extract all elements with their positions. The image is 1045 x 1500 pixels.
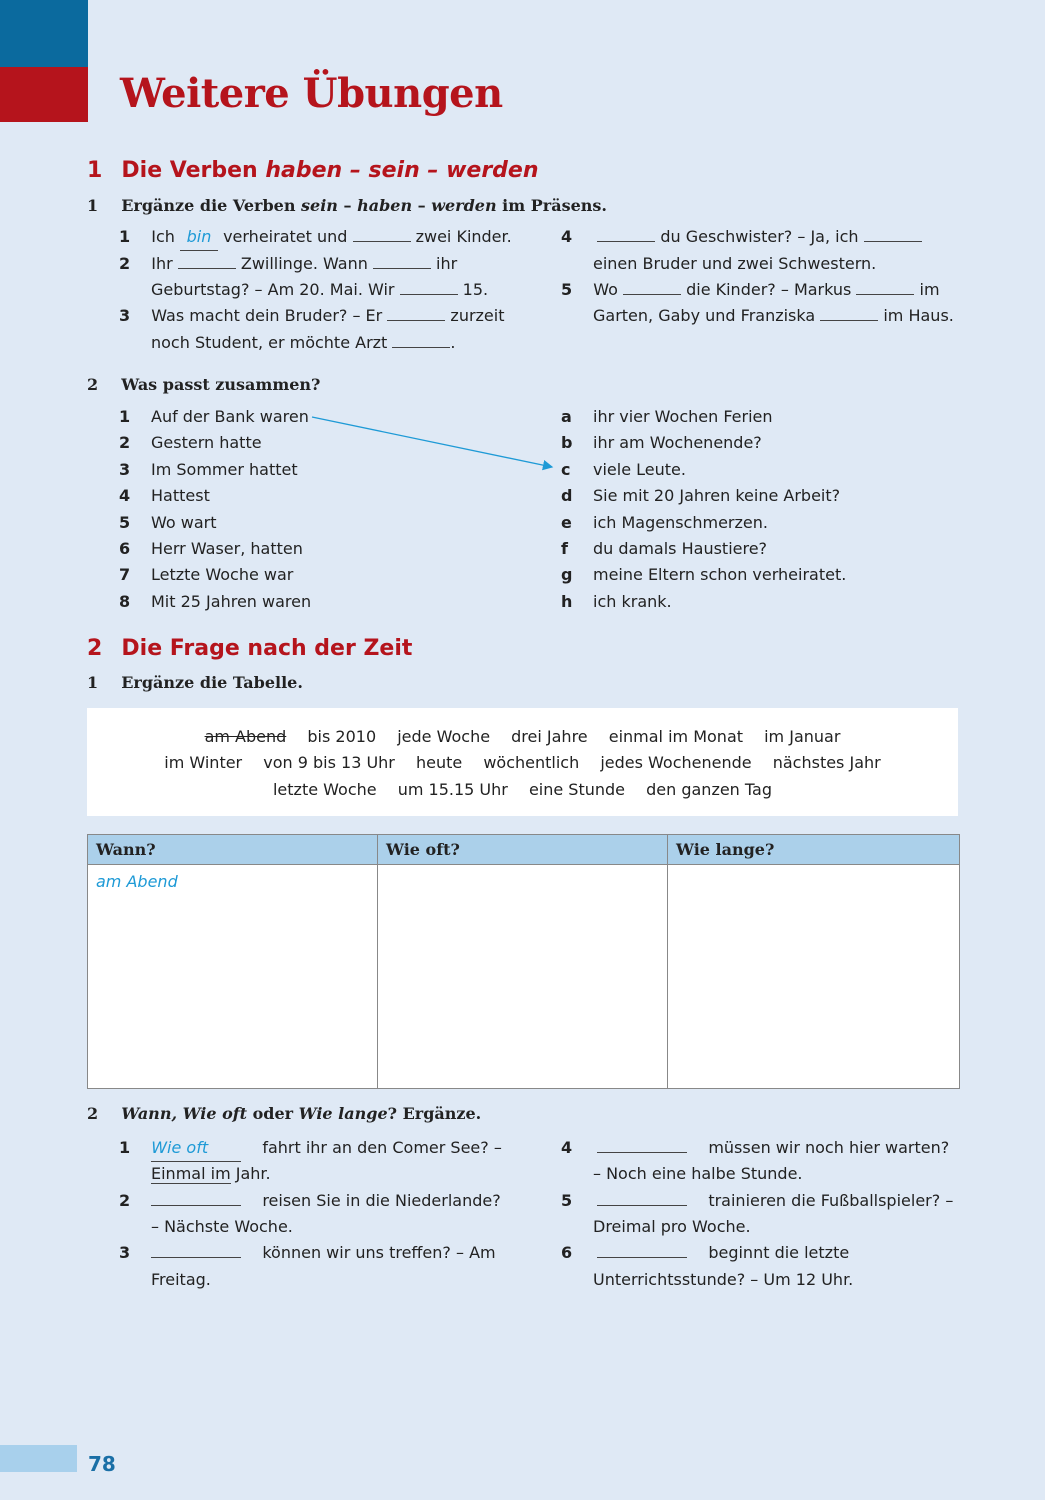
word-chip: um 15.15 Uhr xyxy=(397,780,508,799)
exercise-number: 2 xyxy=(87,1104,99,1123)
exercise-item: 5 Wo die Kinder? – Markus im xyxy=(561,280,940,299)
table-cell-wie-lange[interactable] xyxy=(668,866,958,1087)
blank-field[interactable] xyxy=(597,1191,687,1206)
match-letter: c xyxy=(561,459,571,479)
word-chip: jedes Wochenende xyxy=(600,753,752,772)
blank-field[interactable] xyxy=(597,1243,687,1258)
exercise-item: 2 Ihr Zwillinge. Wann ihr xyxy=(119,254,458,273)
section-number: 1 xyxy=(87,158,103,183)
exercise-item-continuation: Freitag. xyxy=(151,1270,211,1289)
exercise-item: 4 müssen wir noch hier warten? xyxy=(561,1138,950,1157)
exercise-item: 3 können wir uns treffen? – Am xyxy=(119,1243,496,1262)
match-text: Gestern hatte xyxy=(151,433,262,453)
exercise-item: 6 beginnt die letzte xyxy=(561,1243,850,1262)
time-table xyxy=(87,834,960,1089)
word-chip: von 9 bis 13 Uhr xyxy=(263,753,395,772)
table-cell-wann[interactable] xyxy=(88,866,377,1087)
blank-field[interactable] xyxy=(151,1243,241,1258)
match-text: Auf der Bank waren xyxy=(151,407,309,426)
exercise-number: 1 xyxy=(87,673,99,692)
match-text: ihr am Wochenende? xyxy=(593,433,762,453)
match-letter: h xyxy=(561,591,573,611)
word-chip: drei Jahre xyxy=(511,727,588,746)
exercise-title: Wann, Wie oft oder Wie lange? Ergänze. xyxy=(121,1104,482,1123)
match-number: 1 xyxy=(119,407,131,426)
word-chip: den ganzen Tag xyxy=(646,780,772,799)
table-header-wie-oft: Wie oft? xyxy=(378,835,668,865)
word-chip: eine Stunde xyxy=(528,780,626,799)
match-text: ich Magenschmerzen. xyxy=(593,512,768,532)
exercise-title: Was passt zusammen? xyxy=(121,375,321,394)
match-letter: f xyxy=(561,538,568,558)
section-title-emphasis: haben – sein – werden xyxy=(265,158,539,183)
word-chip: wöchentlich xyxy=(483,753,580,772)
table-header-wie-lange: Wie lange? xyxy=(668,835,959,865)
match-text: Hattest xyxy=(151,486,210,506)
match-number: 7 xyxy=(119,565,131,585)
match-number: 4 xyxy=(119,486,131,506)
word-line xyxy=(87,727,958,746)
match-text: meine Eltern schon verheiratet. xyxy=(593,565,847,585)
word-chip: letzte Woche xyxy=(272,780,377,799)
exercise-number: 2 xyxy=(87,375,99,394)
match-text: ihr vier Wochen Ferien xyxy=(593,407,773,426)
exercise-item-continuation: Garten, Gaby und Franziska im Haus. xyxy=(593,306,954,325)
word-chip: heute xyxy=(415,753,463,772)
match-text: viele Leute. xyxy=(593,459,686,479)
section-title: Die Verben xyxy=(121,158,266,183)
exercise-item-continuation: Dreimal pro Woche. xyxy=(593,1217,751,1236)
answer-example-text: Einmal im xyxy=(151,1164,231,1183)
match-text: Sie mit 20 Jahren keine Arbeit? xyxy=(593,486,841,506)
page-title: Weitere Übungen xyxy=(120,70,503,117)
match-number: 8 xyxy=(119,591,131,611)
exercise-item-continuation: noch Student, er möchte Arzt . xyxy=(151,333,456,352)
page-number-bar xyxy=(0,1445,77,1472)
word-chip: einmal im Monat xyxy=(608,727,744,746)
answer-example: Wie oft xyxy=(151,1135,241,1162)
arrow-line xyxy=(312,417,552,467)
exercise-item-continuation: – Nächste Woche. xyxy=(151,1217,293,1236)
section-number: 2 xyxy=(87,636,103,661)
word-line xyxy=(87,780,958,799)
exercise-heading xyxy=(87,1104,481,1123)
match-text: Wo wart xyxy=(151,512,217,532)
exercise-title: Ergänze die Tabelle. xyxy=(121,673,303,692)
word-chip: im Januar xyxy=(764,727,841,746)
word-chip: nächstes Jahr xyxy=(772,753,881,772)
exercise-item-continuation: Einmal im Jahr. xyxy=(151,1164,271,1183)
table-header-wann: Wann? xyxy=(88,835,378,865)
blank-field[interactable] xyxy=(151,1191,241,1206)
word-chip: bis 2010 xyxy=(307,727,377,746)
section-title: Die Frage nach der Zeit xyxy=(121,636,413,661)
match-text: ich krank. xyxy=(593,591,672,611)
match-letter: d xyxy=(561,486,573,506)
match-letter: a xyxy=(561,407,572,426)
match-number: 3 xyxy=(119,459,131,479)
exercise-item: 5 trainieren die Fußballspieler? – xyxy=(561,1191,954,1210)
match-text: Herr Waser, hatten xyxy=(151,538,303,558)
match-text: Mit 25 Jahren waren xyxy=(151,591,312,611)
table-cell-wie-oft[interactable] xyxy=(378,866,667,1087)
exercise-item: 1 Wie oft fahrt ihr an den Comer See? – xyxy=(119,1135,519,1162)
table-example-entry: am Abend xyxy=(96,872,178,891)
match-letter: b xyxy=(561,433,573,453)
word-line xyxy=(87,753,958,772)
exercise-item-continuation: Geburtstag? – Am 20. Mai. Wir 15. xyxy=(151,280,489,299)
match-number: 2 xyxy=(119,433,131,453)
word-box xyxy=(87,708,958,816)
exercise-item-continuation: einen Bruder und zwei Schwestern. xyxy=(593,254,877,273)
exercise-number: 1 xyxy=(87,196,99,215)
exercise-item-continuation: Unterrichtsstunde? – Um 12 Uhr. xyxy=(593,1270,854,1289)
exercise-item: 3 Was macht dein Bruder? – Er zurzeit xyxy=(119,306,505,325)
match-number: 5 xyxy=(119,512,131,532)
match-letter: g xyxy=(561,565,573,585)
exercise-title: Ergänze die Verben sein – haben – werden im Präsens. xyxy=(121,196,607,215)
word-chip: am Abend xyxy=(204,727,287,746)
page-number: 78 xyxy=(88,1452,116,1476)
match-letter: e xyxy=(561,512,572,532)
match-text: Im Sommer hattet xyxy=(151,459,298,479)
match-text: du damals Haustiere? xyxy=(593,538,768,558)
match-number: 6 xyxy=(119,538,131,558)
exercise-item: 1 Ich bin verheiratet und zwei Kinder. xyxy=(119,224,539,251)
section-2-heading xyxy=(87,636,412,661)
exercise-item-continuation: – Noch eine halbe Stunde. xyxy=(593,1164,803,1183)
answer-example: bin xyxy=(180,224,218,251)
exercise-item: 4 du Geschwister? – Ja, ich xyxy=(561,224,922,250)
exercise-heading xyxy=(87,673,303,692)
match-text: Letzte Woche war xyxy=(151,565,294,585)
blank-field[interactable] xyxy=(597,1138,687,1153)
word-chip: jede Woche xyxy=(397,727,491,746)
word-chip: im Winter xyxy=(164,753,243,772)
exercise-item: 2 reisen Sie in die Niederlande? xyxy=(119,1191,501,1210)
